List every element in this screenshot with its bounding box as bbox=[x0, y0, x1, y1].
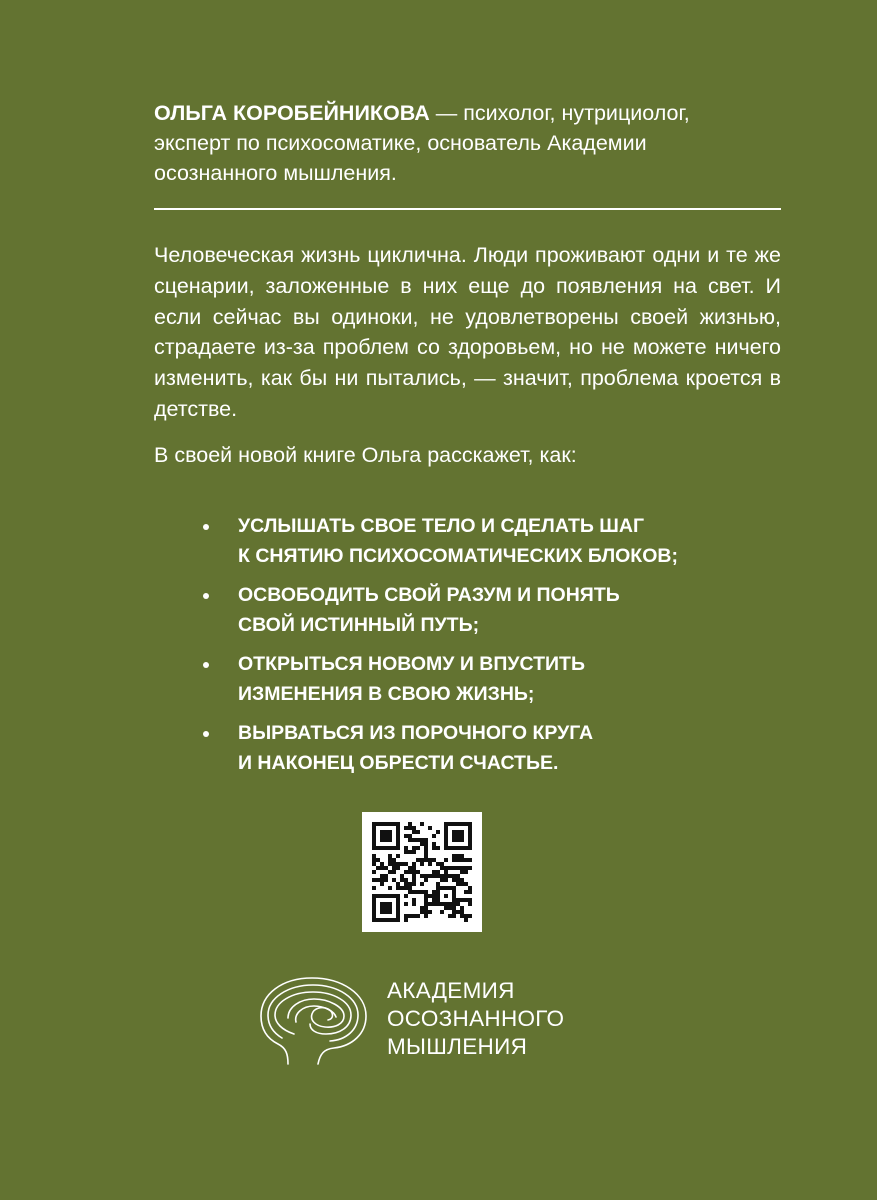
list-item-line-1: УСЛЫШАТЬ СВОЕ ТЕЛО И СДЕЛАТЬ ШАГ bbox=[238, 515, 645, 537]
author-bio bbox=[154, 98, 784, 188]
author-name: ОЛЬГА КОРОБЕЙНИКОВА bbox=[154, 101, 430, 125]
bullet-icon bbox=[203, 524, 209, 530]
list-item bbox=[200, 718, 760, 778]
list-item-line-1: ВЫРВАТЬСЯ ИЗ ПОРОЧНОГО КРУГА bbox=[238, 722, 594, 744]
list-item bbox=[200, 580, 760, 640]
book-intro: В своей новой книге Ольга расскажет, как: bbox=[154, 443, 577, 467]
academy-logo bbox=[258, 972, 578, 1068]
list-item bbox=[200, 649, 760, 709]
qr-code-icon bbox=[362, 812, 482, 932]
qr-code[interactable] bbox=[362, 812, 482, 932]
list-item bbox=[200, 511, 760, 571]
benefits-list bbox=[200, 511, 760, 787]
author-bio-line-3: осознанного мышления. bbox=[154, 161, 397, 185]
academy-name-line-1: АКАДЕМИЯ bbox=[387, 978, 515, 1003]
author-bio-line-2: эксперт по психосоматике, основатель Академии bbox=[154, 131, 647, 155]
list-item-line-2: ИЗМЕНЕНИЯ В СВОЮ ЖИЗНЬ; bbox=[238, 683, 535, 705]
list-item-line-2: И НАКОНЕЦ ОБРЕСТИ СЧАСТЬЕ. bbox=[238, 752, 559, 774]
list-item-line-2: СВОЙ ИСТИННЫЙ ПУТЬ; bbox=[238, 614, 480, 636]
academy-name-line-3: МЫШЛЕНИЯ bbox=[387, 1034, 528, 1059]
author-bio-line-1: психолог, нутрициолог, bbox=[463, 101, 690, 125]
academy-name bbox=[387, 977, 564, 1061]
bullet-icon bbox=[203, 593, 209, 599]
list-item-line-1: ОТКРЫТЬСЯ НОВОМУ И ВПУСТИТЬ bbox=[238, 653, 585, 675]
brain-logo-icon bbox=[258, 972, 370, 1068]
list-item-line-1: ОСВОБОДИТЬ СВОЙ РАЗУМ И ПОНЯТЬ bbox=[238, 584, 620, 606]
book-description: Человеческая жизнь циклична. Люди проживают одни и те же сценарии, заложенные в них еще до появления на свет. И если сейчас вы одиноки, не удовлетворены своей жизнью, страдаете из-за проблем со здоровьем, но не можете ничего изменить, как бы ни пытались, — значит, проблема кроется в детстве. bbox=[154, 243, 781, 421]
academy-name-line-2: ОСОЗНАННОГО bbox=[387, 1006, 565, 1031]
bullet-icon bbox=[203, 731, 209, 737]
list-item-line-2: К СНЯТИЮ ПСИХОСОМАТИЧЕСКИХ БЛОКОВ; bbox=[238, 545, 678, 567]
divider bbox=[154, 208, 781, 210]
bullet-icon bbox=[203, 662, 209, 668]
author-dash: — bbox=[429, 101, 464, 125]
